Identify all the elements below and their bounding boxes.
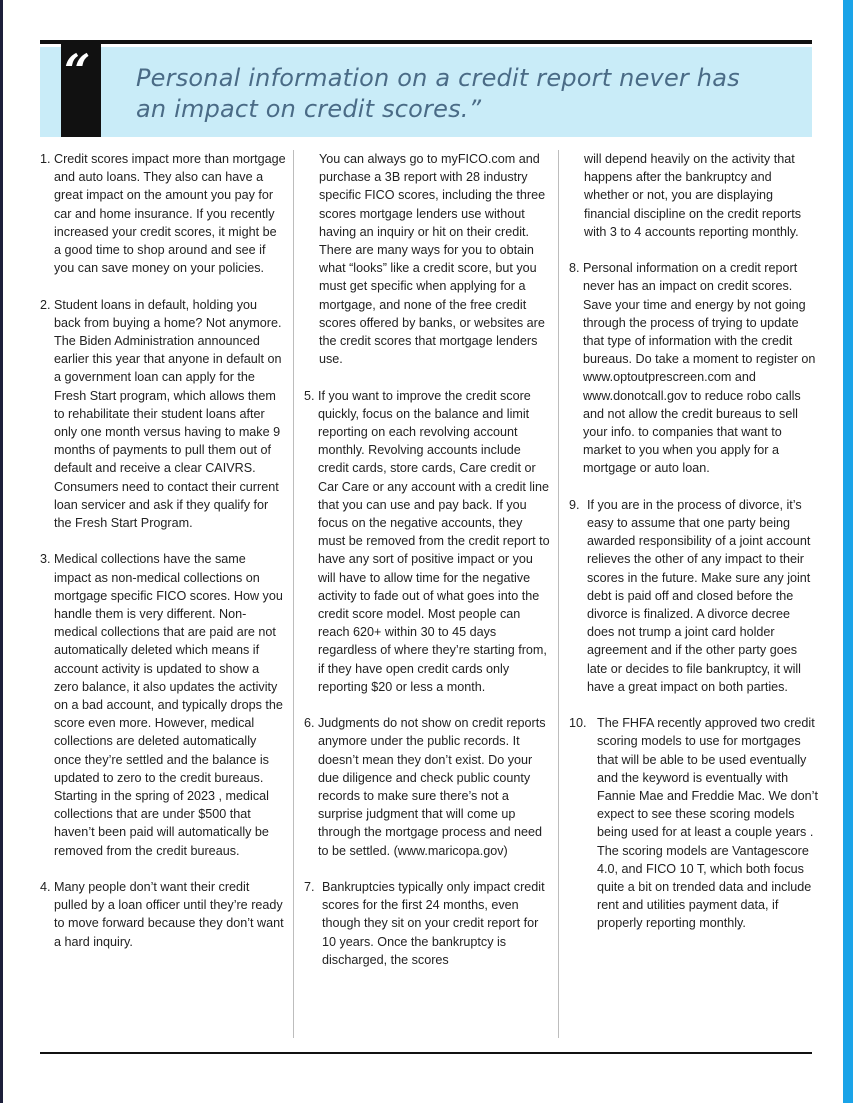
tip-number: 6. (304, 716, 315, 731)
bottom-rule (40, 1052, 812, 1054)
tip-text: If you are in the process of divorce, it’s easy to assume that one party being awarded responsibility of a joint account relieves the other of any impact to their scores in the future. Make sure any joint debt is paid off and closed before the divorce is finalized. A divorce decree does not trump a joint card holder agreement and if the other party goes late or decides to file bankruptcy, it will have a great impact on both parties. (587, 497, 811, 694)
tip-text: The FHFA recently approved two credit scoring models to use for mortgages that will be able to be used eventually and the keyword is eventually with Fannie Mae and Freddie Mac. We don’t expect to see these scoring models being used for at least a couple years . The scoring models are Vantagescore 4.0, and FICO 10 T, which both focus quite a bit on trended data and include rent and utilities payment data, if properly reporting monthly. (597, 716, 818, 931)
pull-quote-text: Personal information on a credit report never has an impact on credit scores.” (136, 64, 740, 123)
tip-number: 3. (40, 552, 51, 567)
column-2 (304, 150, 552, 987)
tip-number: 8. (569, 261, 580, 276)
tip-number: 7. (304, 880, 315, 895)
tip-number: 10. (569, 716, 587, 731)
tip-1 (40, 150, 286, 277)
tip-text: Judgments do not show on credit reports anymore under the public records. It doesn’t mean they don’t exist. Do your due diligence and check public county records to make sure there’s not a surprise judgment that will come up through the mortgage process and need to be settled. (www.maricopa.gov) (318, 716, 546, 858)
tip-text: If you want to improve the credit score quickly, focus on the balance and limit reporting on each revolving account monthly. Revolving accounts include credit cards, store cards, Care credit or Car Care or any account with a credit line that you can use and pay back. If you focus on the negative accounts, they must be removed from the credit report to have any sort of positive impact or you will have to allow time for the negative activity to fade out of what goes into the credit score model. Most people can reach 620+ within 30 to 45 days regardless of where they’re starting from, if they have open credit cards only reporting $20 or less a month. (318, 388, 550, 694)
tip-8 (569, 259, 819, 477)
tip-number: 2. (40, 297, 51, 312)
tip-10 (569, 714, 819, 932)
column-divider (558, 150, 559, 1038)
tip-text: Many people don’t want their credit pulled by a loan officer until they’re ready to move forward because they don’t want a hard inquiry. (54, 880, 284, 949)
top-rule (40, 40, 812, 44)
column-1 (40, 150, 286, 969)
right-accent-bar (843, 0, 853, 1103)
column-divider (293, 150, 294, 1038)
pull-quote-banner (40, 44, 812, 137)
tip-2 (40, 296, 286, 533)
column-3 (569, 150, 819, 951)
tip-number: 9. (569, 497, 580, 512)
tip-4-continued: You can always go to myFICO.com and purchase a 3B report with 28 industry specific FICO scores, including the three scores mortgage lenders use without having an inquiry or hit on their credit. There are many ways for you to obtain what “looks” like a credit score, but you must get specific when applying for a mortgage, and none of the free credit scores offered by banks, or websites are the credit scores that mortgage lenders use. (319, 152, 546, 367)
tip-7 (304, 878, 552, 969)
tip-text: Bankruptcies typically only impact credit scores for the first 24 months, even though they sit on your credit report for 10 years. Once the bankruptcy is discharged, the scores (322, 880, 545, 967)
tip-number: 4. (40, 880, 51, 895)
quote-mark-icon: “ (64, 44, 91, 98)
tip-number: 5. (304, 388, 315, 403)
tip-5 (304, 387, 552, 696)
left-edge-bar (0, 0, 3, 1103)
tip-4 (40, 878, 286, 951)
tip-text: Medical collections have the same impact as non-medical collections on mortgage specific FICO scores. How you handle them is very different. Non-medical collections that are paid are not automatically deleted which means if account activity is updated to show a zero balance, it also updates the activity on a bad account, and typically drops the score even more. However, medical collections are deleted automatically once they’re settled and the balance is updated to zero to the credit bureaus. Starting in the spring of 2023 , medical collections that are under $500 that haven’t been paid will automatically be removed from the credit bureaus. (54, 552, 283, 858)
tip-number: 1. (40, 152, 51, 166)
tip-text: Credit scores impact more than mortgage and auto loans. They also can have a great impact on the amount you pay for car and home insurance. If you recently increased your credit scores, it might be a good time to shop around and see if you can save money on your policies. (54, 152, 286, 276)
tip-6 (304, 714, 552, 860)
tip-3 (40, 550, 286, 859)
tip-7-continued: will depend heavily on the activity that happens after the bankruptcy and whether or not, you are displaying financial discipline on the credit reports with 3 to 4 accounts reporting monthly. (584, 152, 802, 239)
tip-text: Student loans in default, holding you back from buying a home? Not anymore. The Biden Administration announced earlier this year that anyone in default on a government loan can apply for the Fresh Start program, which allows them to rehabilitate their student loans after only one month versus having to make 9 months of payments to pull them out of default and receive a clear CAIVRS. Consumers need to contact their current loan servicer and ask if they qualify for the Fresh Start Program. (54, 297, 282, 531)
quote-tab (61, 44, 101, 137)
tip-text: Personal information on a credit report never has an impact on credit scores. Save your time and energy by not going through the process of trying to update that type of information with the credit bureaus. Do take a moment to register on www.optoutprescreen.com and www.donotcall.gov to reduce robo calls and not allow the credit bureaus to sell your info. to companies that want to market to you when you apply for a mortgage or auto loan. (583, 261, 816, 476)
tip-9 (569, 496, 819, 696)
